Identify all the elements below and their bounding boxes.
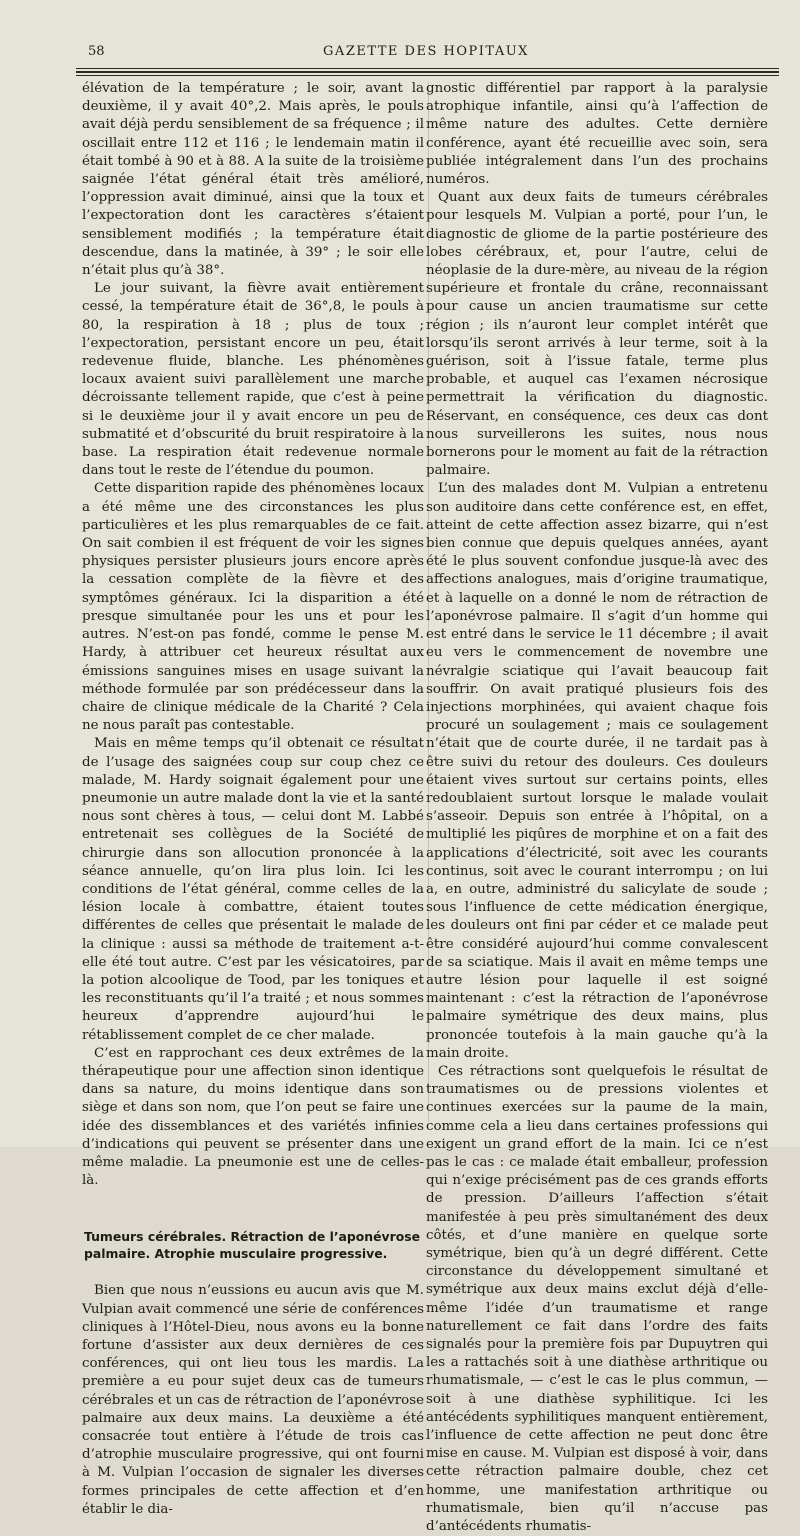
left-column bbox=[82, 80, 424, 1519]
header-rule-middle bbox=[76, 71, 779, 73]
paragraph: L’un des malades dont M. Vulpian a entretenu son auditoire dans cette conférence est, en effet, atteint de cette affection assez bizarre, qui n’est bien connue que depuis quelques années, ayant été le plus souvent confondue jusque-là avec des affections analogues, mais d’origine traumatique, et à laquelle on a donné le nom de rétraction de l’aponévrose palmaire. Il s’agit d’un homme qui est entré dans le service le 11 décembre ; il avait eu vers le commencement de novembre une névralgie sciatique qui l’avait beaucoup fait souffrir. On avait pratiqué plusieurs fois des injections morphinées, qui avaient chaque fois procuré un soulagement ; mais ce soulagement n’était que de courte durée, il ne tardait pas à être suivi du retour des douleurs. Ces douleurs étaient vives surtout sur certains points, elles redoublaient surtout lorsque le malade voulait s’asseoir. Depuis son entrée à l’hôpital, on a multiplié les piqûres de morphine et on a fait des applications d’électricité, soit avec les courants continus, soit avec le courant interrompu ; on lui a, en outre, administré du salicylate de soude ; sous l’influence de cette médication énergique, les douleurs ont fini par céder et ce malade peut être considéré aujourd’hui comme convalescent de sa sciatique. Mais il avait en même temps une autre lésion pour laquelle il est soigné maintenant : c’est la rétraction de l’aponévrose palmaire symétrique des deux mains, plus prononcée toutefois à la main gauche qu’à la main droite. bbox=[426, 481, 768, 1061]
right-column bbox=[426, 80, 768, 1536]
header-rule-top bbox=[76, 68, 779, 69]
paragraph: C’est en rapprochant ces deux extrêmes de la thérapeutique pour une affection sinon identique dans sa nature, du moins identique dans son siège et dans son nom, que l’on peut se faire une idée des dissemblances et des variétés infinies d’indications qui peuvent se présenter dans une même maladie. La pneumonie est une de celles-là. bbox=[82, 1045, 424, 1189]
paragraph: Mais en même temps qu’il obtenait ce résultat de l’usage des saignées coup sur coup chez ce malade, M. Hardy soignait également pour une pneumonie un autre malade dont la vie et la santé nous sont chères à tous, — celui dont M. Labbé entretenait ses collègues de la Société de chirurgie dans son allocution prononcée à la séance annuelle, qu’on lira plus loin. Ici les conditions de l’état général, comme celles de la lésion locale à combattre, étaient toutes différentes de celles que présentait le malade de la clinique : aussi sa méthode de traitement a-t-elle été tout autre. C’est par les vésicatoires, par la potion alcoolique de Tood, par les toniques et les reconstituants qu’il l’a traité ; et nous sommes heureux d’apprendre aujourd’hui le rétablissement complet de ce cher malade. bbox=[82, 736, 424, 1043]
paragraph: Le jour suivant, la fièvre avait entièrement cessé, la température était de 36°,8, le pouls à 80, la respiration à 18 ; plus de toux ; l’expectoration, persistant encore un peu, était redevenue fluide, blanche. Les phénomènes locaux avaient suivi parallèlement une marche décroissante tellement rapide, que c’est à peine si le deuxième jour il y avait encore un peu de submatité et d’obscurité du bruit respiratoire à la base. La respiration était redevenue normale dans tout le reste de l’étendue du poumon. bbox=[82, 281, 424, 479]
journal-title: GAZETTE DES HOPITAUX bbox=[323, 44, 529, 59]
paragraph: gnostic différentiel par rapport à la paralysie atrophique infantile, ainsi qu’à l’affection de même nature des adultes. Cette dernière conférence, ayant été recueillie avec soin, sera publiée intégralement dans l’un des prochains numéros. bbox=[426, 81, 768, 188]
page-number: 58 bbox=[88, 44, 105, 59]
paragraph: Cette disparition rapide des phénomènes locaux a été même une des circonstances les plus particulières et les plus remarquables de ce fait. On sait combien il est fréquent de voir les signes physiques persister plusieurs jours encore après la cessation complète de la fièvre et des symptômes généraux. Ici la disparition a été presque simultanée pour les uns et pour les autres. N’est-on pas fondé, comme le pense M. Hardy, à attribuer cet heureux résultat aux émissions sanguines mises en usage suivant la méthode formulée par son prédécesseur dans la chaire de clinique médicale de la Charité ? Cela ne nous paraît pas contestable. bbox=[82, 481, 424, 734]
paragraph: Bien que nous n’eussions eu aucun avis que M. Vulpian avait commencé une série de conférences cliniques à l’Hôtel-Dieu, nous avons eu la bonne fortune d’assister aux deux dernières de ces conférences, qui ont lieu tous les mardis. La première a eu pour sujet deux cas de tumeurs cérébrales et un cas de rétraction de l’aponévrose palmaire aux deux mains. La deuxième a été consacrée tout entière à l’étude de trois cas d’atrophie musculaire progressive, qui ont fourni à M. Vulpian l’occasion de signaler les diverses formes principales de cette affection et d’en établir le dia- bbox=[82, 1283, 424, 1517]
section-heading: Tumeurs cérébrales. Rétraction de l’aponévrose palmaire. Atrophie musculaire progressive. bbox=[84, 1229, 420, 1262]
page-header bbox=[70, 44, 782, 64]
paragraph: élévation de la température ; le soir, avant la deuxième, il y avait 40°,2. Mais après, le pouls avait déjà perdu sensiblement de sa fréquence ; il oscillait entre 112 et 116 ; le lendemain matin il était tombé à 90 et à 88. A la suite de la troisième saignée l’état général était très amélioré, l’oppression avait diminué, ainsi que la toux et l’expectoration dont les caractères s’étaient sensiblement modifiés ; la température était descendue, dans la matinée, à 39° ; le soir elle n’était plus qu’à 38°. bbox=[82, 81, 424, 279]
paragraph: Quant aux deux faits de tumeurs cérébrales pour lesquels M. Vulpian a porté, pour l’un, le diagnostic de gliome de la partie postérieure des lobes cérébraux, et, pour l’autre, celui de néoplasie de la dure-mère, au niveau de la région supérieure et frontale du crâne, reconnaissant pour cause un ancien traumatisme sur cette région ; ils n’auront leur complet intérêt que lorsqu’ils seront arrivés à leur terme, soit à la guérison, soit à l’issue fatale, terme plus probable, et auquel cas l’examen nécrosique permettrait la vérification du diagnostic. Réservant, en conséquence, ces deux cas dont nous surveillerons les suites, nous nous bornerons pour le moment au fait de la rétraction palmaire. bbox=[426, 190, 768, 479]
header-rule-bottom bbox=[76, 75, 779, 76]
paragraph: Ces rétractions sont quelquefois le résultat de traumatismes ou de pressions violentes et continues exercées sur la paume de la main, comme cela a lieu dans certaines professions qui exigent un grand effort de la main. Ici ce n’est pas le cas : ce malade était emballeur, profession qui n’exige précisément pas de ces grands efforts de pression. D’ailleurs l’affection s’était manifestée à peu près simultanément des deux côtés, et d’une manière en quelque sorte symétrique, bien qu’à un degré différent. Cette circonstance du développement simultané et symétrique aux deux mains exclut déjà d’elle-même l’idée d’un traumatisme et range naturellement ce fait dans l’ordre des faits signalés pour la première fois par Dupuytren qui les a rattachés soit à une diathèse arthritique ou rhumatismale, — c’est le cas le plus commun, — soit à une diathèse syphilitique. Ici les antécédents syphilitiques manquent entièrement, l’influence de cette affection ne peut donc être mise en cause. M. Vulpian est disposé à voir, dans cette rétraction palmaire double, chez cet homme, une manifestation arthritique ou rhumatismale, bien qu’il n’accuse pas d’antécédents rhumatis- bbox=[426, 1063, 768, 1535]
